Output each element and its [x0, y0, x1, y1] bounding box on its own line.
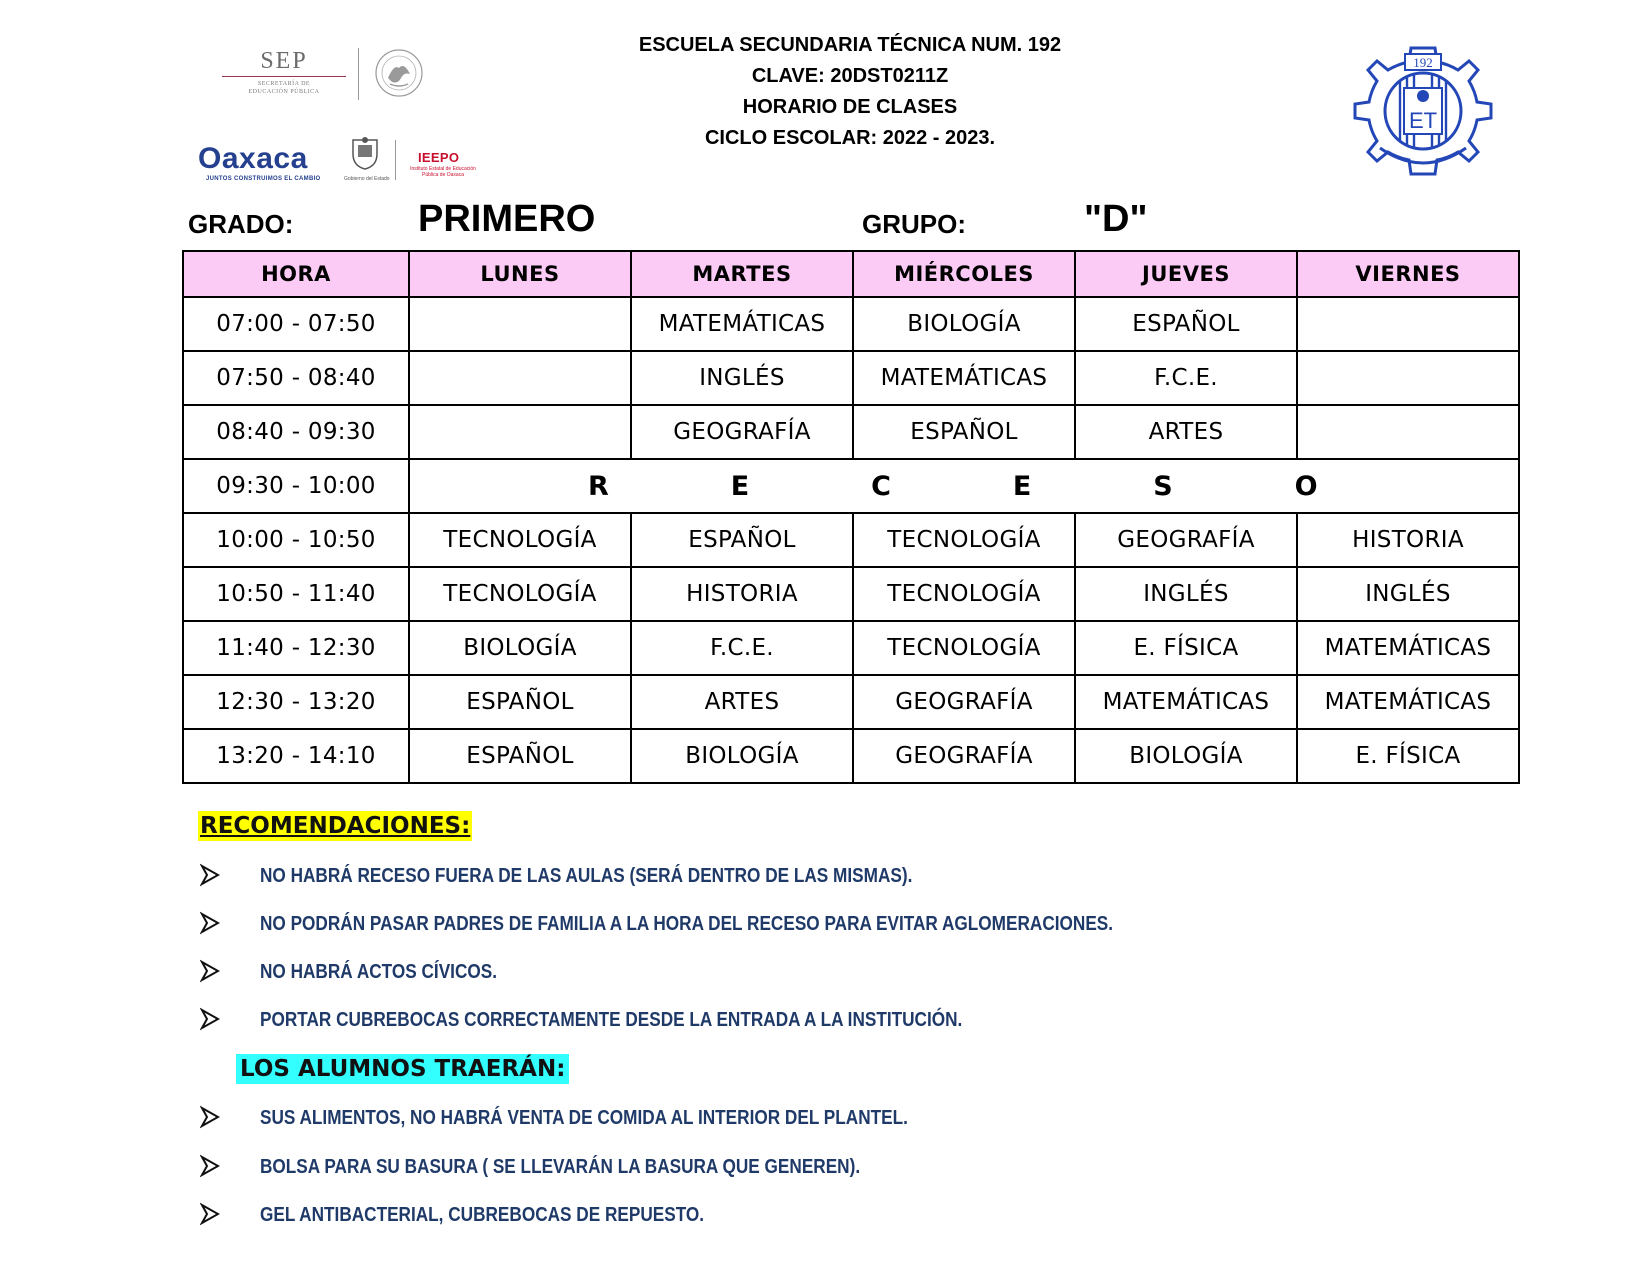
- subject-cell: BIOLOGÍA: [631, 729, 853, 783]
- grado-label: GRADO:: [188, 209, 294, 239]
- table-row: [183, 567, 1519, 621]
- time-cell: 11:40 - 12:30: [183, 621, 409, 675]
- arrow-bullet-icon: [200, 863, 220, 887]
- receso-letter: E: [730, 470, 750, 502]
- subject-cell: TECNOLOGÍA: [409, 513, 631, 567]
- arrow-bullet-icon: [200, 911, 220, 935]
- subject-cell: INGLÉS: [631, 351, 853, 405]
- sep-logo-word: SEP: [260, 48, 308, 74]
- subject-cell: BIOLOGÍA: [1075, 729, 1297, 783]
- ieepo-logo-subtitle: Instituto Estatal de Educación Pública de Oaxaca: [410, 166, 476, 178]
- subject-cell: ESPAÑOL: [1075, 297, 1297, 351]
- subject-cell: MATEMÁTICAS: [1075, 675, 1297, 729]
- arrow-bullet-icon: [200, 1202, 220, 1226]
- subject-cell: GEOGRAFÍA: [631, 405, 853, 459]
- table-row: [183, 729, 1519, 783]
- time-cell: 10:50 - 11:40: [183, 567, 409, 621]
- receso-letter: R: [588, 470, 610, 502]
- oaxaca-logo-word: Oaxaca: [198, 142, 308, 175]
- subject-cell: TECNOLOGÍA: [853, 567, 1075, 621]
- arrow-bullet-icon: [200, 959, 220, 983]
- school-logo-number: 192: [1413, 55, 1433, 70]
- subject-cell: INGLÉS: [1075, 567, 1297, 621]
- sep-logo-line1: SECRETARÍA DE: [257, 81, 311, 87]
- subject-cell: TECNOLOGÍA: [853, 621, 1075, 675]
- header-jueves: JUEVES: [1075, 251, 1297, 297]
- receso-letter: E: [1012, 470, 1032, 502]
- subject-cell: GEOGRAFÍA: [853, 675, 1075, 729]
- recomendaciones-heading: RECOMENDACIONES:: [200, 813, 471, 839]
- list-item-text: BOLSA PARA SU BASURA ( SE LLEVARÁN LA BASURA QUE GENEREN).: [260, 1156, 861, 1178]
- sep-logo: [222, 48, 452, 104]
- arrow-bullet-icon: [200, 1154, 220, 1178]
- header-hora: HORA: [183, 251, 409, 297]
- list-item-text: NO HABRÁ ACTOS CÍVICOS.: [260, 961, 497, 983]
- national-seal-icon: [374, 48, 424, 98]
- time-cell: 12:30 - 13:20: [183, 675, 409, 729]
- subject-cell: [1297, 405, 1519, 459]
- alumnos-heading: LOS ALUMNOS TRAERÁN:: [236, 1054, 569, 1084]
- receso-row: [183, 459, 1519, 513]
- schedule-header-row: [183, 251, 1519, 297]
- subject-cell: ARTES: [631, 675, 853, 729]
- subject-cell: ESPAÑOL: [409, 675, 631, 729]
- subject-cell: HISTORIA: [631, 567, 853, 621]
- oaxaca-logo: [198, 136, 476, 188]
- subject-cell: GEOGRAFÍA: [853, 729, 1075, 783]
- list-item-text: NO PODRÁN PASAR PADRES DE FAMILIA A LA HORA DEL RECESO PARA EVITAR AGLOMERACIONES.: [260, 913, 1114, 935]
- subject-cell: [409, 297, 631, 351]
- schedule-table: [182, 250, 1520, 784]
- table-row: [183, 351, 1519, 405]
- subject-cell: BIOLOGÍA: [409, 621, 631, 675]
- time-cell: 07:50 - 08:40: [183, 351, 409, 405]
- subject-cell: [409, 351, 631, 405]
- oaxaca-logo-tagline: JUNTOS CONSTRUIMOS EL CAMBIO: [206, 176, 321, 182]
- header-martes: MARTES: [631, 251, 853, 297]
- sep-logo-line2: EDUCACIÓN PÚBLICA: [248, 89, 320, 95]
- grupo-label: GRUPO:: [862, 209, 966, 239]
- time-cell: 08:40 - 09:30: [183, 405, 409, 459]
- school-name: ESCUELA SECUNDARIA TÉCNICA NUM. 192: [638, 34, 1062, 56]
- subject-cell: BIOLOGÍA: [853, 297, 1075, 351]
- table-row: [183, 675, 1519, 729]
- table-row: [183, 297, 1519, 351]
- school-logo-letters: ET: [1408, 108, 1438, 133]
- sep-logo-divider: [358, 48, 359, 100]
- schedule-title: HORARIO DE CLASES: [742, 96, 958, 118]
- subject-cell: HISTORIA: [1297, 513, 1519, 567]
- subject-cell: TECNOLOGÍA: [409, 567, 631, 621]
- header-lunes: LUNES: [409, 251, 631, 297]
- time-cell: 10:00 - 10:50: [183, 513, 409, 567]
- subject-cell: MATEMÁTICAS: [1297, 621, 1519, 675]
- arrow-bullet-icon: [200, 1007, 220, 1031]
- school-key: CLAVE: 20DST0211Z: [751, 65, 949, 87]
- table-row: [183, 513, 1519, 567]
- subject-cell: ARTES: [1075, 405, 1297, 459]
- time-cell: 09:30 - 10:00: [183, 459, 409, 513]
- subject-cell: MATEMÁTICAS: [631, 297, 853, 351]
- school-logo-icon: [1330, 28, 1516, 198]
- oaxaca-logo-divider: [395, 140, 396, 180]
- list-item-text: SUS ALIMENTOS, NO HABRÁ VENTA DE COMIDA AL INTERIOR DEL PLANTEL.: [260, 1107, 908, 1129]
- receso-letter: S: [1153, 470, 1174, 502]
- subject-cell: ESPAÑOL: [631, 513, 853, 567]
- grupo-value: "D": [1084, 198, 1148, 240]
- receso-cell: [409, 459, 1519, 513]
- state-shield-icon: [350, 136, 380, 170]
- subject-cell: TECNOLOGÍA: [853, 513, 1075, 567]
- subject-cell: F.C.E.: [1075, 351, 1297, 405]
- table-row: [183, 621, 1519, 675]
- list-item-text: GEL ANTIBACTERIAL, CUBREBOCAS DE REPUESTO.: [260, 1204, 705, 1226]
- sep-logo-rule: [222, 76, 346, 77]
- list-item-text: NO HABRÁ RECESO FUERA DE LAS AULAS (SERÁ DENTRO DE LAS MISMAS).: [260, 865, 913, 887]
- subject-cell: E. FÍSICA: [1075, 621, 1297, 675]
- subject-cell: F.C.E.: [631, 621, 853, 675]
- subject-cell: GEOGRAFÍA: [1075, 513, 1297, 567]
- receso-letter: O: [1294, 470, 1318, 502]
- subject-cell: ESPAÑOL: [409, 729, 631, 783]
- subject-cell: [1297, 351, 1519, 405]
- subject-cell: MATEMÁTICAS: [1297, 675, 1519, 729]
- subject-cell: ESPAÑOL: [853, 405, 1075, 459]
- state-gov-label: Gobierno del Estado: [344, 176, 390, 182]
- subject-cell: [1297, 297, 1519, 351]
- document-title: [560, 30, 1140, 154]
- arrow-bullet-icon: [200, 1105, 220, 1129]
- subject-cell: [409, 405, 631, 459]
- list-item-text: PORTAR CUBREBOCAS CORRECTAMENTE DESDE LA ENTRADA A LA INSTITUCIÓN.: [260, 1009, 963, 1031]
- receso-letter: C: [871, 470, 892, 502]
- subject-cell: INGLÉS: [1297, 567, 1519, 621]
- time-cell: 13:20 - 14:10: [183, 729, 409, 783]
- header-viernes: VIERNES: [1297, 251, 1519, 297]
- table-row: [183, 405, 1519, 459]
- header-miercoles: MIÉRCOLES: [853, 251, 1075, 297]
- school-year: CICLO ESCOLAR: 2022 - 2023.: [704, 127, 996, 149]
- subject-cell: MATEMÁTICAS: [853, 351, 1075, 405]
- grado-value: PRIMERO: [418, 198, 596, 240]
- time-cell: 07:00 - 07:50: [183, 297, 409, 351]
- ieepo-logo-word: IEEPO: [418, 150, 460, 165]
- subject-cell: E. FÍSICA: [1297, 729, 1519, 783]
